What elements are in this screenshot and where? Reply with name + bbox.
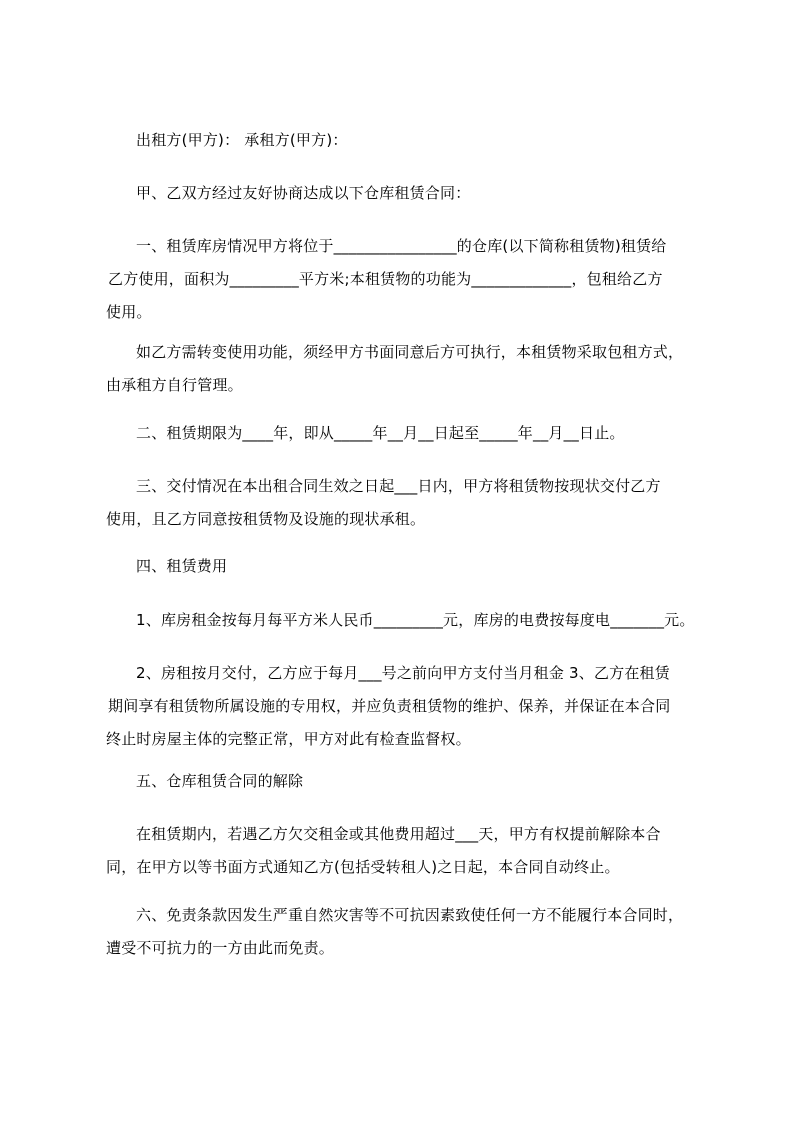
clause-4-title [106, 550, 696, 583]
clause-1-note [106, 336, 696, 402]
clause-2 [106, 417, 696, 450]
clause-4-item-2-line-3: 终止时房屋主体的完整正常，甲方对此有检查监督权。 [106, 730, 471, 748]
clause-6 [106, 899, 696, 965]
clause-1-line-2: 乙方使用，面积为_________平方米;本租赁物的功能为_____________，包租给乙方 [108, 270, 663, 288]
clause-3-line-1: 三、交付情况在本出租合同生效之日起___日内，甲方将租赁物按现状交付乙方 [136, 477, 661, 495]
clause-4-title-text: 四、租赁费用 [136, 557, 228, 575]
clause-3-line-2: 使用，且乙方同意按租赁物及设施的现状承租。 [106, 510, 426, 528]
clause-6-line-1: 六、免责条款因发生严重自然灾害等不可抗因素致使任何一方不能履行本合同时， [136, 906, 684, 924]
clause-5-body [106, 818, 696, 884]
clause-4-item-1 [106, 604, 696, 637]
clause-1-note-line-2: 由承租方自行管理。 [106, 376, 243, 394]
clause-2-text: 二、租赁期限为____年，即从_____年__月__日起至_____年__月__日止。 [136, 424, 625, 442]
intro-text: 甲、乙双方经过友好协商达成以下仓库租赁合同： [136, 184, 471, 202]
intro-paragraph [106, 177, 696, 210]
clause-4-item-2-line-1: 2、房租按月交付，乙方应于每月___号之前向甲方支付当月租金 3、乙方在租赁 [136, 664, 670, 682]
clause-6-line-2: 遭受不可抗力的一方由此而免责。 [106, 939, 335, 957]
parties-line [106, 124, 696, 157]
clause-5-title-text: 五、仓库租赁合同的解除 [136, 772, 304, 790]
clause-5-title [106, 765, 696, 798]
clause-3 [106, 470, 696, 536]
clause-1-line-3: 使用。 [106, 303, 152, 321]
clause-5-body-line-2: 同，在甲方以等书面方式通知乙方(包括受转租人)之日起，本合同自动终止。 [106, 858, 620, 876]
clause-1-line-1: 一、租赁库房情况甲方将位于________________的仓库(以下简称租赁物)租赁给 [136, 237, 667, 255]
clause-5-body-line-1: 在租赁期内，若遇乙方欠交租金或其他费用超过___天，甲方有权提前解除本合 [136, 825, 661, 843]
clause-4-item-1-text: 1、库房租金按每月每平方米人民币_________元，库房的电费按每度电_______元。 [136, 611, 695, 629]
parties-text: 出租方(甲方)： 承租方(甲方)： [136, 131, 348, 149]
clause-1-note-line-1: 如乙方需转变使用功能，须经甲方书面同意后方可执行，本租赁物采取包租方式， [136, 343, 684, 361]
clause-4-item-2 [106, 657, 696, 756]
clause-1 [106, 230, 696, 329]
clause-4-item-2-line-2: 期间享有租赁物所属设施的专用权，并应负责租赁物的维护、保养，并保证在本合同 [108, 697, 671, 715]
